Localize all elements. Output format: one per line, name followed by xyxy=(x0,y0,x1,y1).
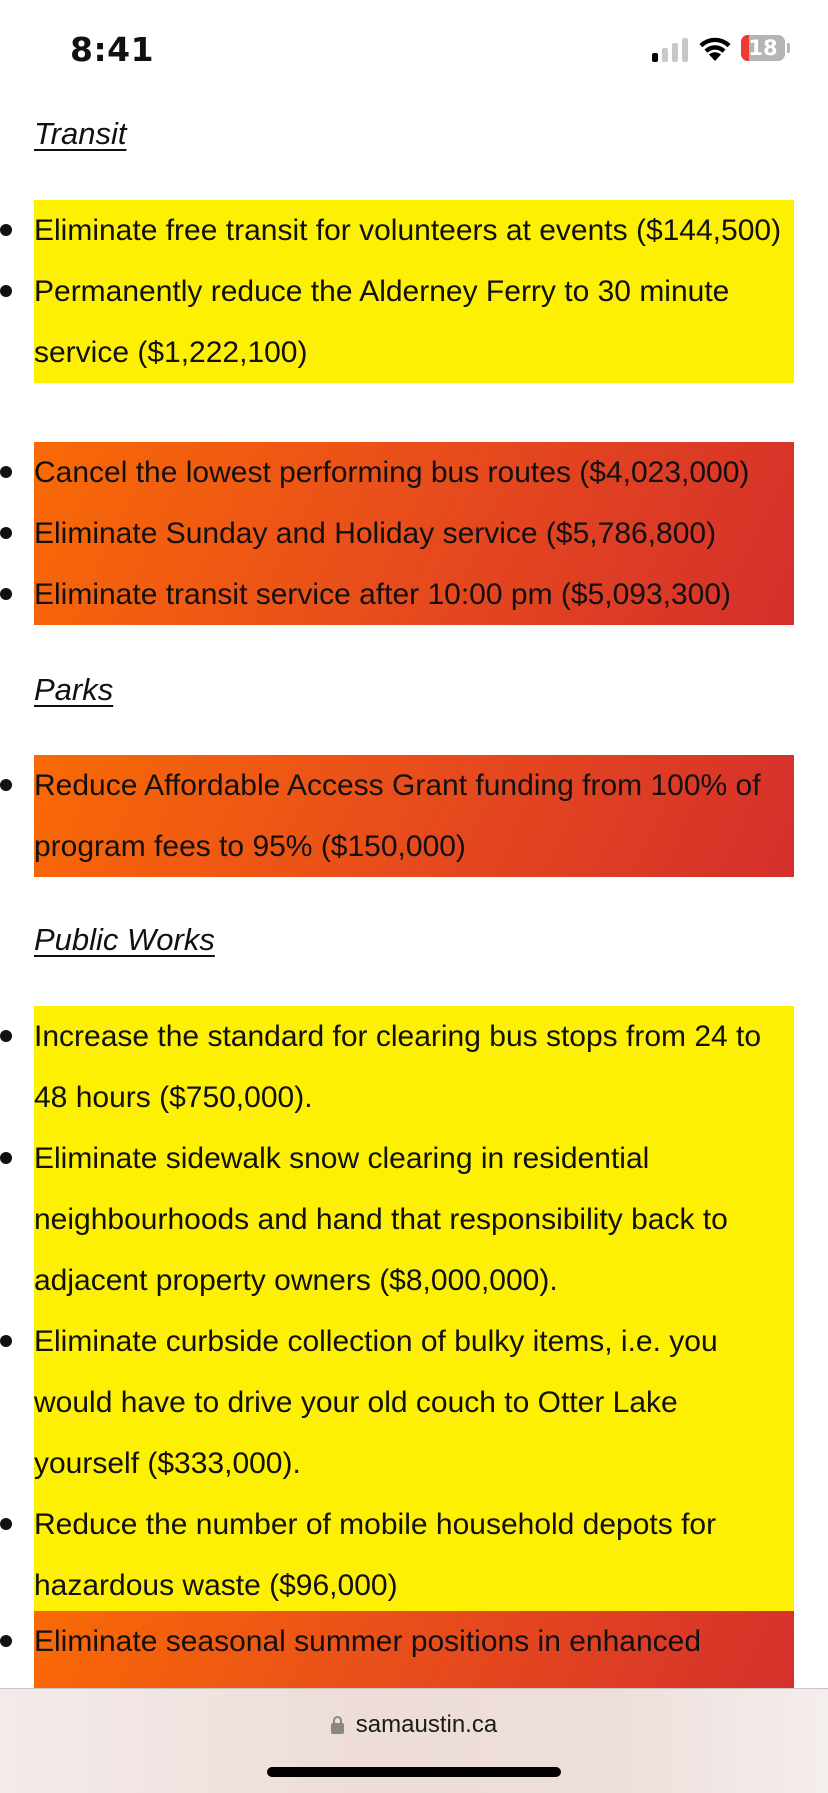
highlight-block-red xyxy=(34,755,794,877)
list-item: Permanently reduce the Alderney Ferry to 30 minute service ($1,222,100) xyxy=(34,261,794,383)
bullet-icon xyxy=(0,1030,12,1042)
list-item: Eliminate Sunday and Holiday service ($5,786,800) xyxy=(34,503,794,564)
signal-bar xyxy=(662,48,668,62)
bullet-icon xyxy=(0,224,12,236)
bullet-icon xyxy=(0,588,12,600)
signal-bar xyxy=(682,38,688,62)
bullet-icon xyxy=(0,466,12,478)
list-item: Eliminate free transit for volunteers at events ($144,500) xyxy=(34,200,794,261)
bullet-icon xyxy=(0,1152,12,1164)
lock-icon xyxy=(331,1723,344,1734)
section-heading-parks: Parks xyxy=(34,672,114,707)
highlight-block-yellow xyxy=(34,200,794,383)
status-bar xyxy=(0,0,828,100)
wifi-icon xyxy=(698,34,732,62)
list-item: Eliminate sidewalk snow clearing in residential neighbourhoods and hand that responsibility back to adjacent property owners ($8,000,000). xyxy=(34,1128,794,1311)
address-bar[interactable] xyxy=(0,1711,828,1739)
browser-bottom-bar xyxy=(0,1688,828,1793)
signal-bar xyxy=(672,43,678,62)
list-item: Cancel the lowest performing bus routes ($4,023,000) xyxy=(34,442,794,503)
battery-icon xyxy=(741,35,785,61)
status-time: 8:41 xyxy=(70,30,155,69)
list-item: Eliminate seasonal summer positions in enhanced xyxy=(34,1611,794,1672)
bullet-icon xyxy=(0,285,12,297)
section-heading-transit: Transit xyxy=(34,116,127,151)
signal-bar xyxy=(652,53,658,62)
bullet-icon xyxy=(0,1635,12,1647)
list-item: Eliminate curbside collection of bulky items, i.e. you would have to drive your old couch to Otter Lake yourself ($333,000). xyxy=(34,1311,794,1494)
bullet-icon xyxy=(0,1335,12,1347)
list-item: Reduce Affordable Access Grant funding from 100% of program fees to 95% ($150,000) xyxy=(34,755,794,877)
bullet-icon xyxy=(0,1518,12,1530)
battery-percent: 18 xyxy=(748,36,778,60)
list-item: Eliminate transit service after 10:00 pm ($5,093,300) xyxy=(34,564,794,625)
bullet-icon xyxy=(0,779,12,791)
list-item: Reduce the number of mobile household depots for hazardous waste ($96,000) xyxy=(34,1494,794,1616)
section-heading-public-works: Public Works xyxy=(34,922,215,957)
home-indicator[interactable] xyxy=(267,1767,561,1777)
highlight-block-yellow xyxy=(34,1006,794,1616)
list-item: Increase the standard for clearing bus stops from 24 to 48 hours ($750,000). xyxy=(34,1006,794,1128)
battery-cap xyxy=(787,43,790,53)
cellular-signal-icon xyxy=(652,38,692,62)
highlight-block-red xyxy=(34,442,794,625)
bullet-icon xyxy=(0,527,12,539)
url-text[interactable]: samaustin.ca xyxy=(355,1711,498,1738)
